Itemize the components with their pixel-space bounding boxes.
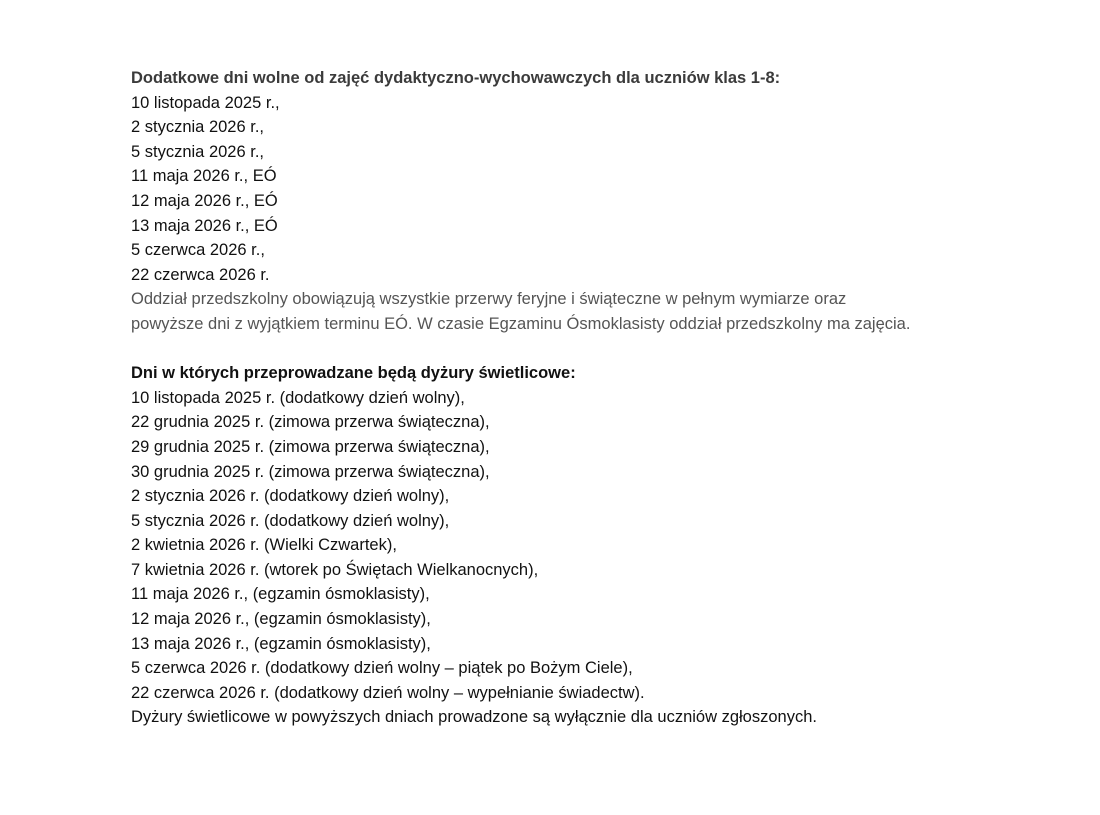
section-heading-days-off: Dodatkowe dni wolne od zajęć dydaktyczno-wychowawczych dla uczniów klas 1-8: bbox=[131, 69, 781, 87]
list-item: 10 listopada 2025 r. (dodatkowy dzień wolny), bbox=[131, 388, 465, 407]
list-item: 13 maja 2026 r., (egzamin ósmoklasisty), bbox=[131, 634, 431, 653]
preschool-note bbox=[131, 287, 1061, 336]
list-item: 11 maja 2026 r., EÓ bbox=[131, 167, 277, 186]
section-days-off bbox=[131, 66, 1061, 337]
note-line: Oddział przedszkolny obowiązują wszystkie przerwy feryjne i świąteczne w pełnym wymiarze oraz bbox=[131, 290, 847, 309]
duty-footer-note: Dyżury świetlicowe w powyższych dniach prowadzone są wyłącznie dla uczniów zgłoszonych. bbox=[131, 708, 817, 727]
list-item: 2 kwietnia 2026 r. (Wielki Czwartek), bbox=[131, 536, 397, 555]
list-item: 22 czerwca 2026 r. (dodatkowy dzień wolny – wypełnianie świadectw). bbox=[131, 683, 645, 702]
section-heading-duty-days: Dni w których przeprowadzane będą dyżury świetlicowe: bbox=[131, 364, 576, 383]
list-item: 5 stycznia 2026 r., bbox=[131, 142, 264, 161]
document-page bbox=[131, 66, 1061, 730]
list-item: 2 stycznia 2026 r., bbox=[131, 118, 264, 137]
list-item: 10 listopada 2025 r., bbox=[131, 93, 280, 112]
list-item: 22 czerwca 2026 r. bbox=[131, 265, 270, 284]
list-item: 11 maja 2026 r., (egzamin ósmoklasisty), bbox=[131, 585, 430, 604]
section-duty-days bbox=[131, 361, 1061, 730]
days-off-list bbox=[131, 91, 1061, 288]
list-item: 2 stycznia 2026 r. (dodatkowy dzień wolny), bbox=[131, 487, 450, 506]
list-item: 22 grudnia 2025 r. (zimowa przerwa świąteczna), bbox=[131, 413, 490, 432]
list-item: 12 maja 2026 r., (egzamin ósmoklasisty), bbox=[131, 610, 431, 629]
duty-days-list bbox=[131, 386, 1061, 706]
list-item: 29 grudnia 2025 r. (zimowa przerwa świąteczna), bbox=[131, 437, 490, 456]
list-item: 5 czerwca 2026 r. (dodatkowy dzień wolny – piątek po Bożym Ciele), bbox=[131, 659, 633, 678]
list-item: 30 grudnia 2025 r. (zimowa przerwa świąteczna), bbox=[131, 462, 490, 481]
list-item: 5 czerwca 2026 r., bbox=[131, 241, 265, 260]
section-spacer bbox=[131, 337, 1061, 362]
list-item: 13 maja 2026 r., EÓ bbox=[131, 216, 278, 235]
list-item: 12 maja 2026 r., EÓ bbox=[131, 191, 278, 210]
list-item: 7 kwietnia 2026 r. (wtorek po Świętach Wielkanocnych), bbox=[131, 560, 539, 579]
note-line: powyższe dni z wyjątkiem terminu EÓ. W czasie Egzaminu Ósmoklasisty oddział przedszkolny ma zajęcia. bbox=[131, 314, 911, 333]
list-item: 5 stycznia 2026 r. (dodatkowy dzień wolny), bbox=[131, 511, 450, 530]
